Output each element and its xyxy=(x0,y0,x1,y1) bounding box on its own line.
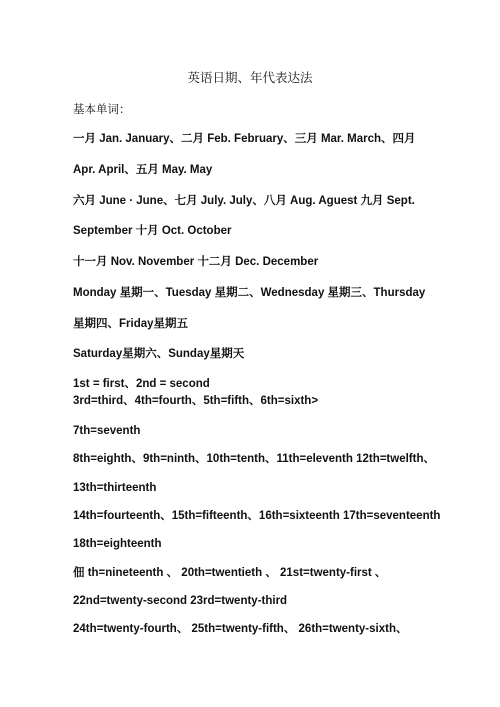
text-line-months-1: 一月 Jan. January、二月 Feb. February、三月 Mar. March、四月 xyxy=(73,133,416,145)
text-line-months-2: Apr. April、五月 May. May xyxy=(73,164,213,176)
text-line-weekdays-2: 星期四、Friday星期五 xyxy=(73,318,189,330)
section-heading: 基本单词： xyxy=(73,102,131,116)
text-line-ordinals-4: 8th=eighth、9th=ninth、10th=tenth、11th=eleventh 12th=twelfth、 xyxy=(73,453,435,465)
text-line-ordinals-1: 1st = first、2nd = second xyxy=(73,378,210,390)
text-line-ordinals-10: 24th=twenty-fourth、 25th=twenty-fifth、 26th=twenty-sixth、 xyxy=(73,623,408,635)
document-title: 英语日期、年代表达法 xyxy=(187,70,313,85)
text-line-months-3: 六月 June · June、七月 July. July、八月 Aug. Aguest 九月 Sept. xyxy=(73,195,415,207)
text-line-weekdays-3: Saturday星期六、Sunday星期天 xyxy=(73,348,245,360)
text-line-ordinals-9: 22nd=twenty-second 23rd=twenty-third xyxy=(73,595,288,607)
text-line-ordinals-8: 佃 th=nineteenth 、 20th=twentieth 、 21st=twenty-first 、 xyxy=(73,567,387,579)
text-line-ordinals-6: 14th=fourteenth、15th=fifteenth、16th=sixteenth 17th=seventeenth xyxy=(73,510,441,522)
text-line-ordinals-2: 3rd=third、4th=fourth、5th=fifth、6th=sixth> xyxy=(73,395,319,407)
text-line-ordinals-7: 18th=eighteenth xyxy=(73,538,162,550)
text-line-weekdays-1: Monday 星期一、Tuesday 星期二、Wednesday 星期三、Thursday xyxy=(73,287,426,299)
text-line-months-4: September 十月 Oct. October xyxy=(73,225,232,237)
text-line-ordinals-5: 13th=thirteenth xyxy=(73,482,157,494)
text-line-ordinals-3: 7th=seventh xyxy=(73,425,141,437)
text-line-months-5: 十一月 Nov. November 十二月 Dec. December xyxy=(73,256,319,268)
